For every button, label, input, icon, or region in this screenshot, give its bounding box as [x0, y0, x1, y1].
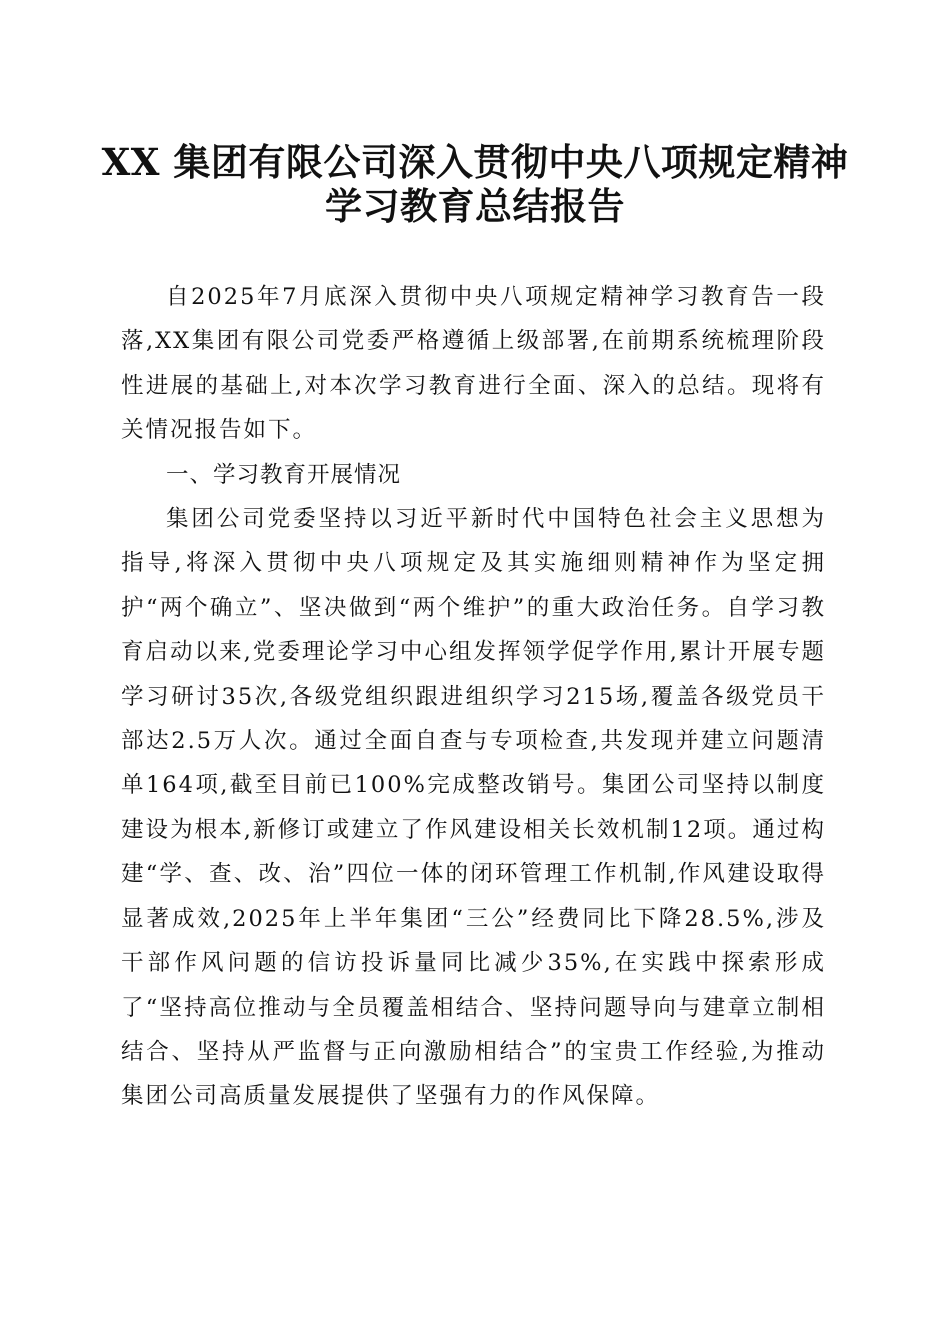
- title-line-1: XX 集团有限公司深入贯彻中央八项规定精神: [101, 140, 849, 184]
- document-body: [121, 275, 826, 1119]
- intro-paragraph: 自2025年7月底深入贯彻中央八项规定精神学习教育告一段落,XX集团有限公司党委严格遵循上级部署,在前期系统梳理阶段性进展的基础上,对本次学习教育进行全面、深入的总结。现将有关情况报告如下。: [121, 284, 826, 444]
- title-line-2: 学习教育总结报告: [325, 184, 625, 228]
- section-1-paragraph: 集团公司党委坚持以习近平新时代中国特色社会主义思想为指导,将深入贯彻中央八项规定及其实施细则精神作为坚定拥护“两个确立”、坚决做到“两个维护”的重大政治任务。自学习教育启动以来,党委理论学习中心组发挥领学促学作用,累计开展专题学习研讨35次,各级党组织跟进组织学习215场,覆盖各级党员干部达2.5万人次。通过全面自查与专项检查,共发现并建立问题清单164项,截至目前已100%完成整改销号。集团公司坚持以制度建设为根本,新修订或建立了作风建设相关长效机制12项。通过构建“学、查、改、治”四位一体的闭环管理工作机制,作风建设取得显著成效,2025年上半年集团“三公”经费同比下降28.5%,涉及干部作风问题的信访投诉量同比减少35%,在实践中探索形成了“坚持高位推动与全员覆盖相结合、坚持问题导向与建章立制相结合、坚持从严监督与正向激励相结合”的宝贵工作经验,为推动集团公司高质量发展提供了坚强有力的作风保障。: [121, 506, 826, 1110]
- section-1-heading: 一、学习教育开展情况: [166, 461, 402, 488]
- document-title: [100, 140, 850, 228]
